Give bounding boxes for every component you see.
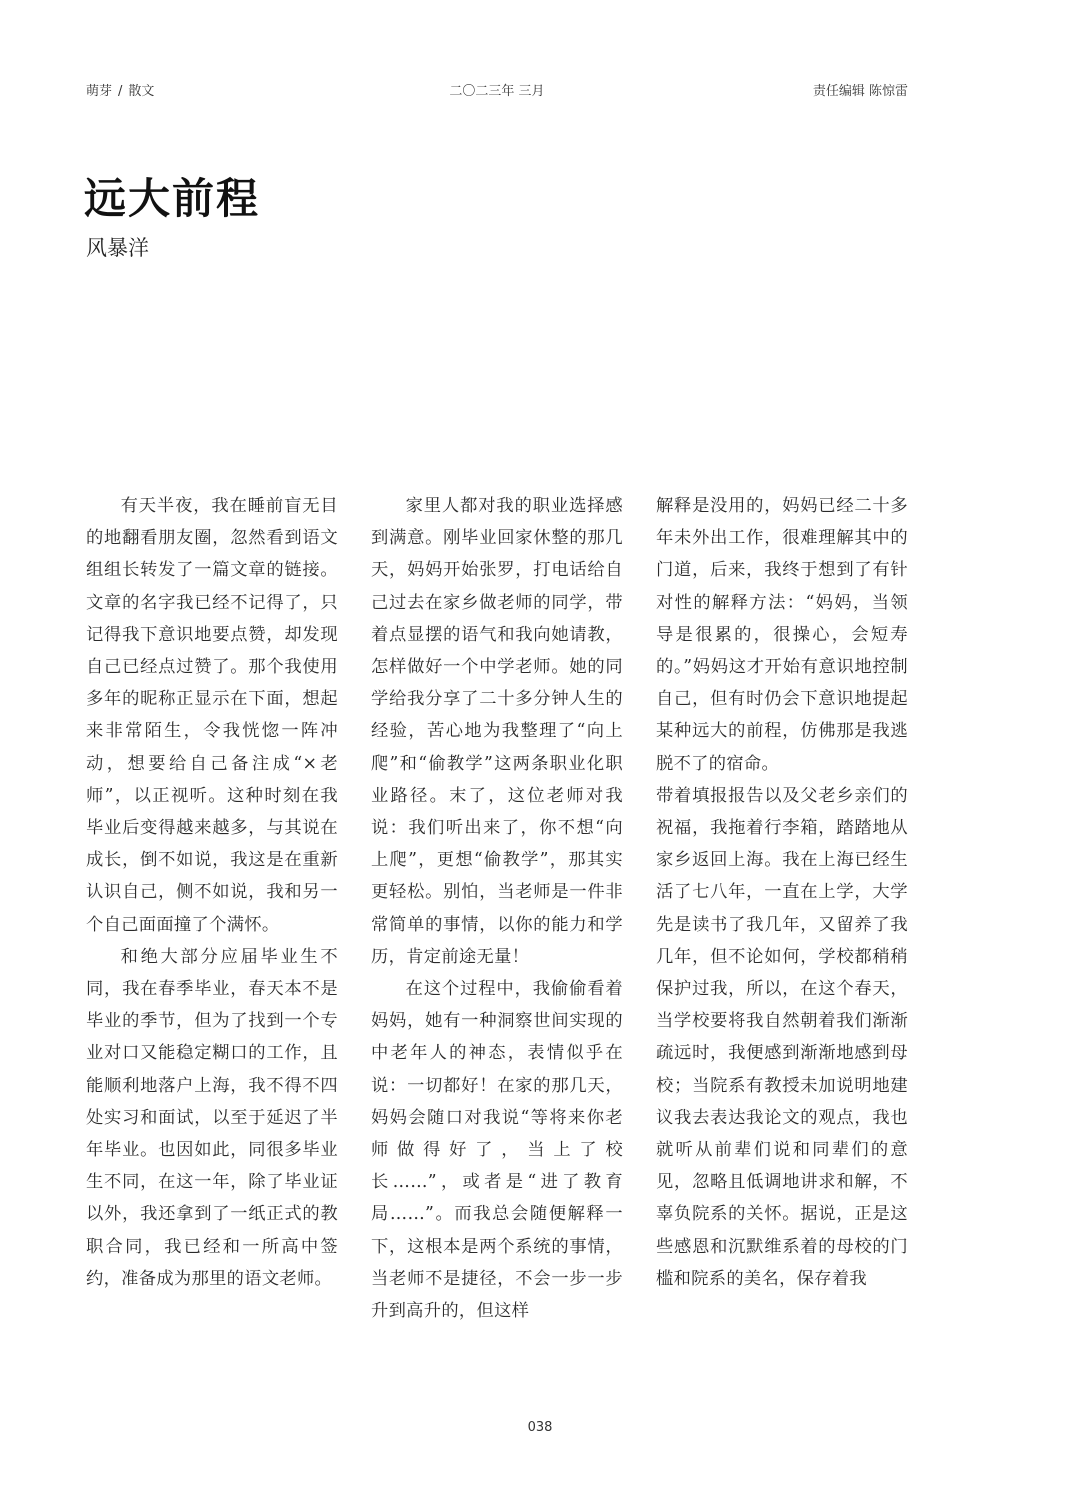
text-column-2 bbox=[371, 490, 623, 1378]
editor-credit: 责任编辑 陈惊雷 bbox=[812, 84, 908, 99]
paragraph: 在这个过程中，我偷偷看着妈妈，她有一种洞察世间实现的中老年人的神态，表情似乎在说：一切都好！在家的那几天，妈妈会随口对我说“等将来你老师做得好了，当上了校长……”，或者是“进了教育局……”。而我总会随便解释一下，这根本是两个系统的事情，当老师不是捷径，不会一步一步升到高升的，但这样 bbox=[371, 979, 623, 1322]
paragraph: 和绝大部分应届毕业生不同，我在春季毕业，春天本不是毕业的季节，但为了找到一个专业对口又能稳定糊口的工作，且能顺利地落户上海，我不得不四处实习和面试，以至于延迟了半年毕业。也因如此，同很多毕业生不同，在这一年，除了毕业证以外，我还拿到了一纸正式的教职合同，我已经和一所高中签约，准备成为那里的语文老师。 bbox=[86, 946, 338, 1289]
paragraph: 解释是没用的，妈妈已经二十多年未外出工作，很难理解其中的门道，后来，我终于想到了有针对性的解释方法：“妈妈，当领导是很累的，很操心，会短寿的。”妈妈这才开始有意识地控制自己，但有时仍会下意识地提起某种远大的前程，仿佛那是我逃脱不了的宿命。 bbox=[656, 496, 908, 774]
article-body bbox=[86, 490, 908, 1378]
article-author: 风暴洋 bbox=[86, 236, 149, 260]
page-number: 038 bbox=[527, 1420, 553, 1435]
text-column-3 bbox=[656, 490, 908, 1378]
paragraph: 带着填报报告以及父老乡亲们的祝福，我拖着行李箱，踏踏地从家乡返回上海。我在上海已经生活了七八年，一直在上学，大学先是读书了我几年，又留养了我几年，但不论如何，学校都稍稍保护过我，所以，在这个春天，当学校要将我自然朝着我们渐渐疏远时，我便感到渐渐地感到母校；当院系有教授未加说明地建议我去表达我论文的观点，我也就听从前辈们说和同辈们的意见，忽略且低调地讲求和解，不辜负院系的关怀。据说，正是这些感恩和沉默维系着的母校的门槛和院系的美名，保存着我 bbox=[656, 785, 908, 1289]
category-name: 散文 bbox=[128, 84, 155, 99]
paragraph: 有天半夜，我在睡前盲无目的地翻看朋友圈，忽然看到语文组组长转发了一篇文章的链接。文章的名字我已经不记得了，只记得我下意识地要点赞，却发现自己已经点过赞了。那个我使用多年的昵称正显示在下面，想起来非常陌生，令我恍惚一阵冲动，想要给自己备注成“×老师”，以正视听。这种时刻在我毕业后变得越来越多，与其说在成长，倒不如说，我这是在重新认识自己，侧不如说，我和另一个自己面面撞了个满怀。 bbox=[86, 496, 338, 935]
running-header bbox=[86, 80, 908, 102]
header-separator: / bbox=[118, 84, 123, 99]
paragraph: 家里人都对我的职业选择感到满意。刚毕业回家休整的那几天，妈妈开始张罗，打电话给自己过去在家乡做老师的同学，带着点显摆的语气和我向她请教，怎样做好一个中学老师。她的同学给我分享了二十多分钟人生的经验，苦心地为我整理了“向上爬”和“偷教学”这两条职业化职业路径。末了，这位老师对我说：我们听出来了，你不想“向上爬”，更想“偷教学”，那其实更轻松。别怕，当老师是一件非常简单的事情，以你的能力和学历，肯定前途无量！ bbox=[371, 496, 623, 967]
text-column-1 bbox=[86, 490, 338, 1378]
magazine-name: 萌芽 bbox=[86, 84, 113, 99]
issue-date: 二〇二三年 三月 bbox=[449, 84, 545, 99]
article-title: 远大前程 bbox=[84, 174, 261, 223]
